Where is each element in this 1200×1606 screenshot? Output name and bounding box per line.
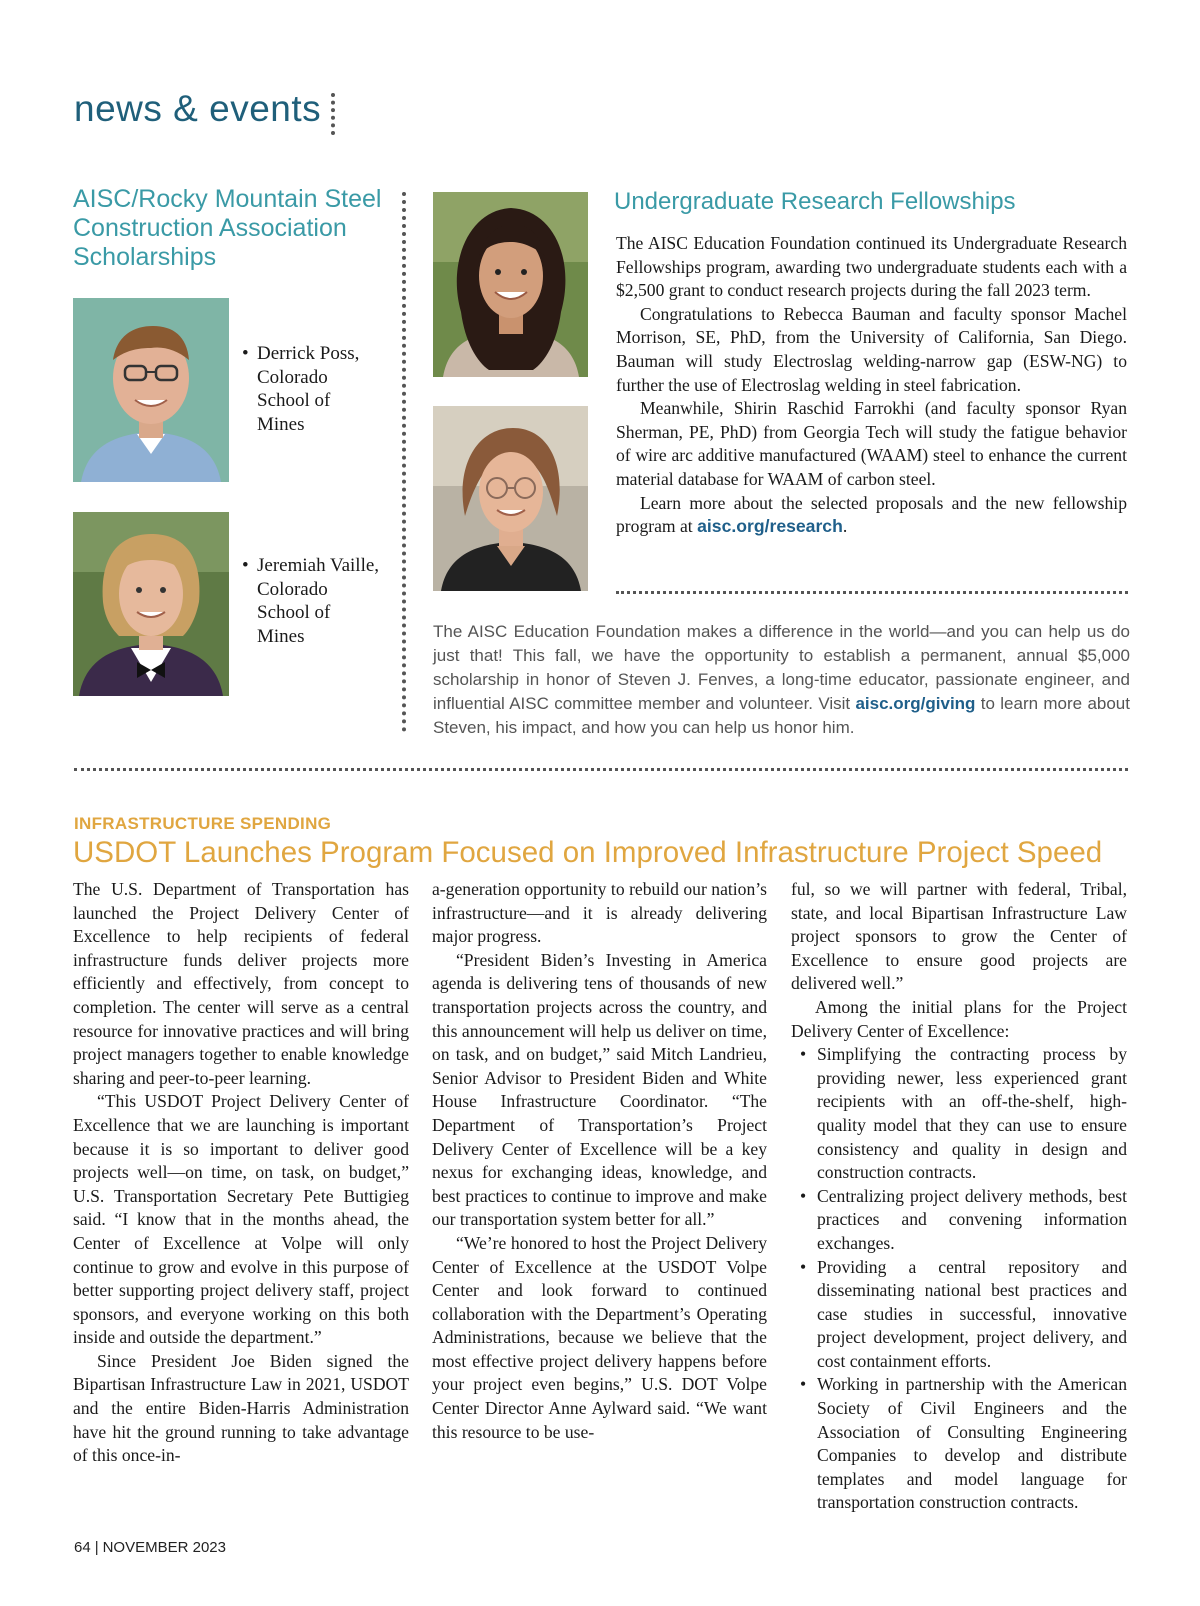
- article-column-3: [791, 878, 1127, 1515]
- caption-bullet: •: [242, 555, 249, 576]
- article-paragraph: “President Biden’s Investing in America agenda is delivering tens of thousands of new transportation projects across the country, and this announcement will help us deliver on time, on task, and on budget,” said Mitch Landrieu, Senior Advisor to President Biden and White House Infrastructure Coordinator. “The Department of Transportation’s Project Delivery Center of Excellence will be a key nexus for exchanging ideas, knowledge, and best practices to continue to improve and make our transportation system better for all.”: [432, 949, 767, 1230]
- article-paragraph: Since President Joe Biden signed the Bipartisan Infrastructure Law in 2021, USDOT and the entire Biden-Harris Administration have hit the ground running to take advantage of this once-in-: [73, 1350, 409, 1466]
- article-paragraph: ful, so we will partner with federal, Tribal, state, and local Bipartisan Infrastructure Law project sponsors to grow the Center of Excellence to ensure good projects are delivered well.”: [791, 879, 1127, 994]
- recipient-caption-derrick: [242, 342, 397, 436]
- photo-jeremiah-vaille: [73, 512, 229, 696]
- list-item-text: Working in partnership with the American Society of Civil Engineers and the Association of Consulting Engineering Companies to develop and distribute templates and model language for transportation construction contracts.: [817, 1374, 1127, 1513]
- fellowships-body: [616, 232, 1127, 539]
- page-number: 64: [74, 1539, 91, 1556]
- article-paragraph: a-generation opportunity to rebuild our nation’s infrastructure—and it is already delivering major progress.: [432, 879, 767, 947]
- list-item: [791, 1373, 1127, 1515]
- list-item-text: Providing a central repository and disseminating national best practices and case studies in successful, innovative project development, project delivery, and cost containment efforts.: [817, 1256, 1127, 1371]
- giving-callout: [433, 620, 1130, 740]
- fellowships-closing-period: .: [842, 516, 848, 537]
- research-link[interactable]: aisc.org/research: [697, 516, 843, 537]
- article-paragraph: The U.S. Department of Transportation has launched the Project Delivery Center of Excellence to help recipients of federal infrastructure funds deliver projects more efficiently and effectively, from concept to completion. The center will serve as a central resource for innovative practices and will bring project managers together to enable knowledge sharing and peer-to-peer learning.: [73, 879, 409, 1088]
- giving-text: The AISC Education Foundation makes a difference in the world—and you can help us do just that! This fall, we have the opportunity to establish a permanent, annual $5,000 scholarship in honor of Steven J. Fenves, a long-time educator, passionate engineer, and influential AISC committee member and volunteer. Visit: [433, 622, 1130, 713]
- fellowships-paragraph: Meanwhile, Shirin Raschid Farrokhi (and faculty sponsor Ryan Sherman, PE, PhD) from Georgia Tech will study the fatigue behavior of wire arc additive manufactured (WAAM) steel to enhance the current material database for WAAM of carbon steel.: [616, 398, 1127, 489]
- article-column-1: [73, 878, 409, 1468]
- page-footer: [74, 1539, 226, 1556]
- column-dotted-divider: [402, 192, 406, 732]
- fellowships-dotted-divider: [616, 591, 1128, 594]
- section-dotted-divider: [74, 768, 1128, 771]
- title-dotted-divider: [331, 93, 335, 135]
- list-item: [791, 1185, 1127, 1256]
- list-item-text: Simplifying the contracting process by providing newer, less experienced grant recipients with an off-the-shelf, high-quality model that they can use to ensure consistency and quality in design and construction contracts.: [817, 1044, 1127, 1183]
- article-paragraph: “We’re honored to host the Project Delivery Center of Excellence at the USDOT Volpe Center and look forward to continued collaboration with the Department’s Operating Administrations, because we believe that the most effective project delivery happens before your project even begins,” U.S. DOT Volpe Center Director Anne Aylward said. “We want this resource to be use-: [432, 1232, 767, 1442]
- section-title: news & events: [74, 88, 322, 129]
- giving-link[interactable]: aisc.org/giving: [855, 694, 976, 713]
- article-paragraph: “This USDOT Project Delivery Center of Excellence that we are launching is important because it is so important to deliver good projects well—on time, on task, on budget,” U.S. Transportation Secretary Pete Buttigieg said. “I know that in the months ahead, the Center of Excellence at Volpe will only continue to grow and evolve in this purpose of better supporting project delivery staff, project sponsors, and everyone working on this both inside and outside the department.”: [73, 1091, 409, 1348]
- list-bullet: •: [800, 1044, 807, 1065]
- list-bullet: •: [800, 1256, 807, 1277]
- fellowships-closing-text: Learn more about the selected proposals and the new fellowship program at: [616, 492, 1127, 537]
- footer-separator: |: [94, 1539, 99, 1556]
- article-paragraph: Among the initial plans for the Project Delivery Center of Excellence:: [791, 996, 1127, 1041]
- caption-bullet: •: [242, 343, 249, 364]
- fellowships-paragraph: Congratulations to Rebecca Bauman and faculty sponsor Machel Morrison, SE, PhD, from the University of California, San Diego. Bauman will study Electroslag welding-narrow gap (ESW-NG) to further the use of Electroslag welding in steel fabrication.: [616, 303, 1127, 395]
- recipient-name: Derrick Poss,: [257, 343, 360, 364]
- photo-derrick-poss: [73, 298, 229, 482]
- scholarships-heading: AISC/Rocky Mountain Steel Construction Association Scholarships: [73, 185, 382, 271]
- article-headline: USDOT Launches Program Focused on Improved Infrastructure Project Speed: [73, 836, 1103, 869]
- recipient-caption-jeremiah: [242, 554, 397, 648]
- issue-date: NOVEMBER 2023: [102, 1539, 226, 1556]
- list-item-text: Centralizing project delivery methods, best practices and convening information exchanges.: [817, 1185, 1127, 1253]
- recipient-affiliation: Colorado School of Mines: [257, 366, 331, 435]
- recipient-affiliation: Colorado School of Mines: [257, 578, 331, 647]
- list-bullet: •: [800, 1185, 807, 1206]
- article-column-2: [432, 878, 767, 1444]
- list-item: [791, 1256, 1127, 1374]
- fellowships-paragraph: [616, 492, 1127, 539]
- article-kicker: INFRASTRUCTURE SPENDING: [74, 814, 332, 833]
- list-item: [791, 1043, 1127, 1185]
- list-bullet: •: [800, 1374, 807, 1395]
- giving-text-end: to learn more about Steven, his impact, and how you can help us honor him.: [433, 694, 1130, 737]
- photo-shirin-farrokhi: [433, 406, 588, 591]
- recipient-name: Jeremiah Vaille,: [257, 555, 380, 576]
- fellowships-paragraph: The AISC Education Foundation continued its Undergraduate Research Fellowships program, awarding two undergraduate students each with a $2,500 grant to conduct research projects during the fall 2023 term.: [616, 233, 1127, 301]
- fellowships-heading: Undergraduate Research Fellowships: [614, 188, 1016, 215]
- photo-rebecca-bauman: [433, 192, 588, 377]
- initiatives-list: [791, 1043, 1127, 1515]
